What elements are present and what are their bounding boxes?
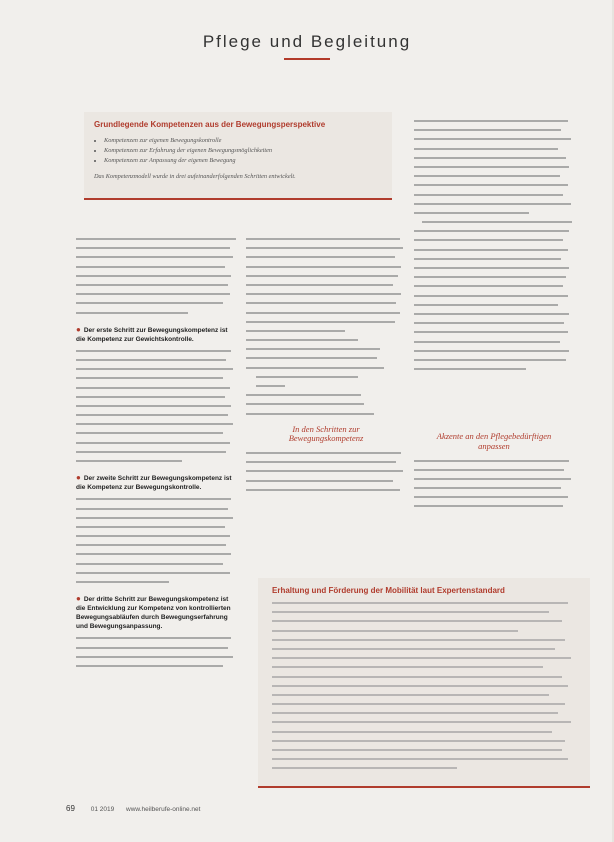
column-2 (246, 238, 406, 498)
column-1-paragraph (76, 637, 236, 667)
column-3-paragraph (414, 460, 574, 508)
column-1 (76, 238, 236, 674)
column-3-bottom (414, 432, 574, 515)
column-2-paragraph (246, 238, 406, 332)
section-head-movement-sequences: ● Der dritte Schritt zur Bewegungskompetenz ist die Entwicklung zur Kompetenz von kontrollierten Bewegungsabläufen durch Bewegungserfahrung und Bewegungsanpassung. (76, 594, 231, 631)
column-2-list (246, 339, 406, 415)
competence-list-item: • Kompetenzen zur Anpassung der eigenen Bewegung (104, 156, 382, 166)
section-head-weight-control: ● Der erste Schritt zur Bewegungskompetenz ist die Kompetenz zur Gewichtskontrolle. (76, 324, 228, 343)
page-header (0, 32, 614, 60)
page-title: Pflege und Begleitung (202, 32, 412, 51)
section-head-movement-control: ● Der zweite Schritt zur Bewegungskompetenz ist die Kompetenz zur Bewegungskontrolle. (76, 473, 232, 492)
page-footer (66, 804, 210, 813)
column-3-top-text (414, 120, 574, 377)
expert-standard-box-title: Erhaltung und Förderung der Mobilität laut Expertenstandard (272, 586, 505, 595)
column-1-paragraph (76, 498, 236, 583)
competence-box-note: Das Kompetenzmodell wurde in drei aufeinanderfolgenden Schritten entwickelt. (94, 173, 296, 181)
column-1-paragraph (76, 350, 236, 462)
competence-info-box (84, 112, 392, 200)
expert-standard-box (258, 578, 590, 788)
competence-list (94, 136, 382, 165)
issue-label: 01 2019 (90, 806, 115, 813)
expert-standard-box-text (272, 602, 580, 769)
title-underline (284, 58, 330, 60)
column-3-subheading: Akzente an den Pflegebedürftigen anpassen (436, 431, 552, 451)
page-number: 69 (66, 804, 75, 813)
competence-list-item: • Kompetenzen zur Erfahrung der eigenen Bewegungsmöglichkeiten (104, 146, 382, 156)
competence-list-item: • Kompetenzen zur eigenen Bewegungskontrolle (104, 136, 382, 146)
column-2-subheading: In den Schritten zur Bewegungskompetenz (288, 423, 364, 444)
website-url: www.heilberufe-online.net (126, 806, 201, 813)
column-1-intro (76, 238, 236, 314)
column-2-paragraph (246, 452, 406, 491)
competence-box-title: Grundlegende Kompetenzen aus der Bewegungsperspektive (94, 120, 326, 129)
